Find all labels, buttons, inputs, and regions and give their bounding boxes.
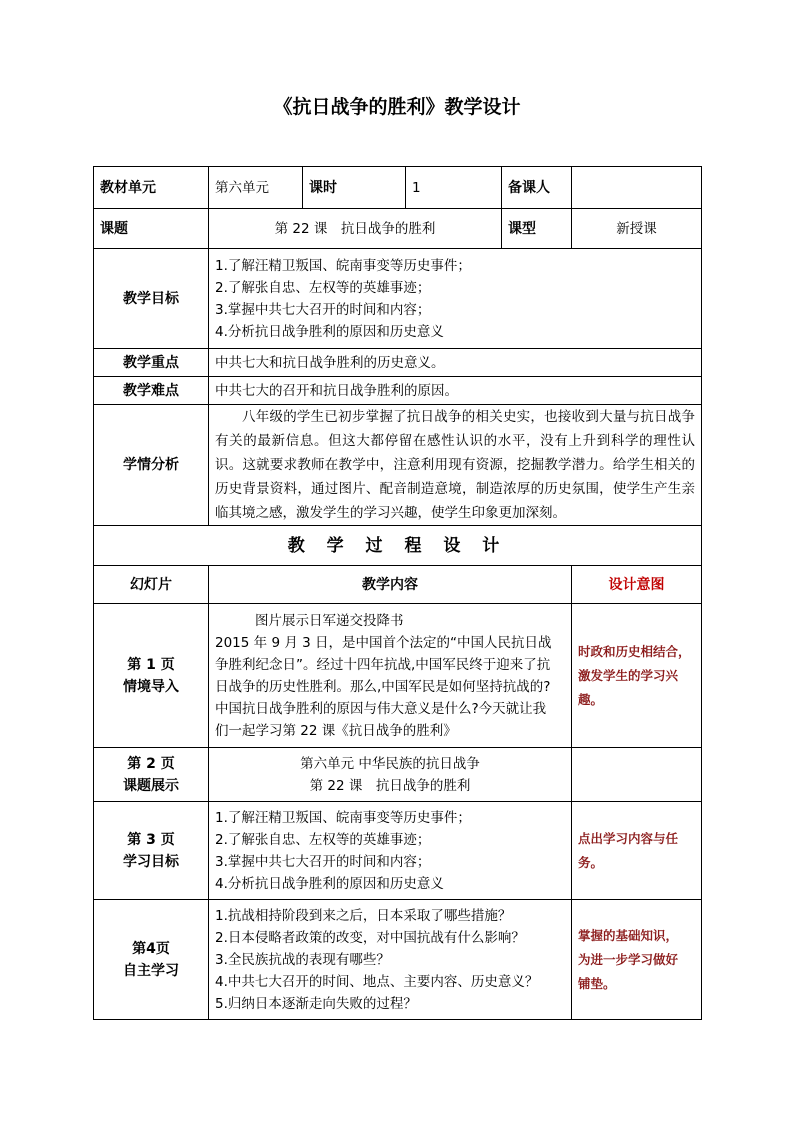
slide-cell (94, 604, 209, 748)
slide-name: 情境导入 (123, 678, 179, 695)
content-line: 1.了解汪精卫叛国、皖南事变等历史事件； (215, 809, 471, 826)
content-line: 2015 年 9 月 3 日，是中国首个法定的“中国人民抗日战 (215, 634, 552, 651)
slide-page: 第 1 页 (127, 656, 175, 673)
analysis-row (94, 405, 702, 526)
process-header-row (94, 566, 702, 604)
period-label: 课时 (303, 167, 406, 209)
content-line: 争胜利纪念日”。经过十四年抗战,中国军民终于迎来了抗 (215, 656, 551, 673)
process-heading-row (94, 526, 702, 566)
content-line: 中国抗日战争胜利的原因与伟大意义是什么?今天就让我 (215, 700, 547, 717)
period-value: 1 (406, 167, 502, 209)
content-line: 2.了解张自忠、左权等的英雄事迹； (215, 831, 431, 848)
intent-line: 掌握的基础知识， (578, 927, 679, 943)
slide-row (94, 802, 702, 900)
unit-value: 第六单元 (209, 167, 303, 209)
slide-page: 第 3 页 (127, 831, 175, 848)
goal-item: 4.分析抗日战争胜利的原因和历史意义 (215, 323, 444, 340)
key-point-label: 教学重点 (94, 349, 209, 377)
type-label: 课型 (502, 209, 572, 249)
content-line: 图片展示日军递交投降书 (255, 612, 404, 629)
intent-cell (572, 802, 702, 900)
slide-name: 学习目标 (123, 853, 179, 870)
header-slide: 幻灯片 (94, 566, 209, 604)
slide-row (94, 748, 702, 802)
intent-line: 为进一步学习做好 (578, 951, 679, 967)
difficulty-label: 教学难点 (94, 377, 209, 405)
intent-line: 激发学生的学习兴 (578, 667, 679, 683)
preparer-value (572, 167, 702, 209)
slide-name: 自主学习 (123, 962, 179, 979)
intent-line: 趣。 (578, 691, 604, 707)
goal-item: 1.了解汪精卫叛国、皖南事变等历史事件； (215, 257, 471, 274)
slide-cell (94, 748, 209, 802)
header-intent: 设计意图 (572, 566, 702, 604)
unit-label: 教材单元 (94, 167, 209, 209)
content-line: 日战争的历史性胜利。那么,中国军民是如何坚持抗战的? (215, 678, 551, 695)
difficulty-value: 中共七大的召开和抗日战争胜利的原因。 (209, 377, 702, 405)
slide-content (209, 748, 572, 802)
intent-cell (572, 900, 702, 1020)
content-line: 3.全民族抗战的表现有哪些？ (215, 951, 390, 968)
content-line: 4.中共七大召开的时间、地点、主要内容、历史意义？ (215, 973, 539, 990)
intent-line: 时政和历史相结合， (578, 643, 691, 659)
slide-page: 第4页 (132, 940, 170, 957)
type-value: 新授课 (572, 209, 702, 249)
document-title: 《抗日战争的胜利》教学设计 (273, 96, 521, 118)
content-line: 2.日本侵略者政策的改变，对中国抗战有什么影响？ (215, 929, 525, 946)
info-row-topic (94, 209, 702, 249)
slide-page: 第 2 页 (127, 755, 175, 772)
difficulty-row (94, 377, 702, 405)
goals-content (209, 249, 702, 349)
slide-name: 课题展示 (123, 777, 179, 794)
content-line: 1.抗战相持阶段到来之后，日本采取了哪些措施？ (215, 907, 512, 924)
process-heading: 教 学 过 程 设 计 (94, 526, 702, 566)
slide-cell (94, 900, 209, 1020)
goals-label: 教学目标 (94, 249, 209, 349)
goals-row (94, 249, 702, 349)
preparer-label: 备课人 (502, 167, 572, 209)
slide-content (209, 900, 572, 1020)
content-line: 4.分析抗日战争胜利的原因和历史意义 (215, 875, 444, 892)
slide-content (209, 604, 572, 748)
topic-label: 课题 (94, 209, 209, 249)
intent-line: 铺垫。 (578, 975, 616, 991)
analysis-text: 八年级的学生已初步掌握了抗日战争的相关史实，也接收到大量与抗日战争有关的最新信息。但这大都停留在感性认识的水平，没有上升到科学的理性认识。这就要求教师在教学中，注意利用现有资源，挖掘教学潜力。给学生相关的历史背景资料，通过图片、配音制造意境，制造浓厚的历史氛围，使学生产生亲临其境之感，激发学生的学习兴趣，使学生印象更加深刻。 (209, 405, 702, 526)
header-content: 教学内容 (209, 566, 572, 604)
slide-row (94, 604, 702, 748)
intent-line: 点出学习内容与任 (578, 830, 679, 846)
intent-cell (572, 604, 702, 748)
topic-value: 第 22 课 抗日战争的胜利 (209, 209, 502, 249)
content-line: 3.掌握中共七大召开的时间和内容； (215, 853, 431, 870)
content-line: 第六单元 中华民族的抗日战争 (300, 755, 480, 772)
key-point-value: 中共七大和抗日战争胜利的历史意义。 (209, 349, 702, 377)
intent-cell (572, 748, 702, 802)
content-line: 5.归纳日本逐渐走向失败的过程？ (215, 995, 417, 1012)
slide-cell (94, 802, 209, 900)
lesson-plan-table (93, 166, 702, 1020)
intent-line: 务。 (578, 854, 604, 870)
goal-item: 2.了解张自忠、左权等的英雄事迹； (215, 279, 431, 296)
content-line: 第 22 课 抗日战争的胜利 (309, 777, 471, 794)
slide-row (94, 900, 702, 1020)
content-line: 们一起学习第 22 课《抗日战争的胜利》 (215, 722, 457, 739)
info-row-unit (94, 167, 702, 209)
slide-content (209, 802, 572, 900)
analysis-label: 学情分析 (94, 405, 209, 526)
key-point-row (94, 349, 702, 377)
goal-item: 3.掌握中共七大召开的时间和内容； (215, 301, 431, 318)
